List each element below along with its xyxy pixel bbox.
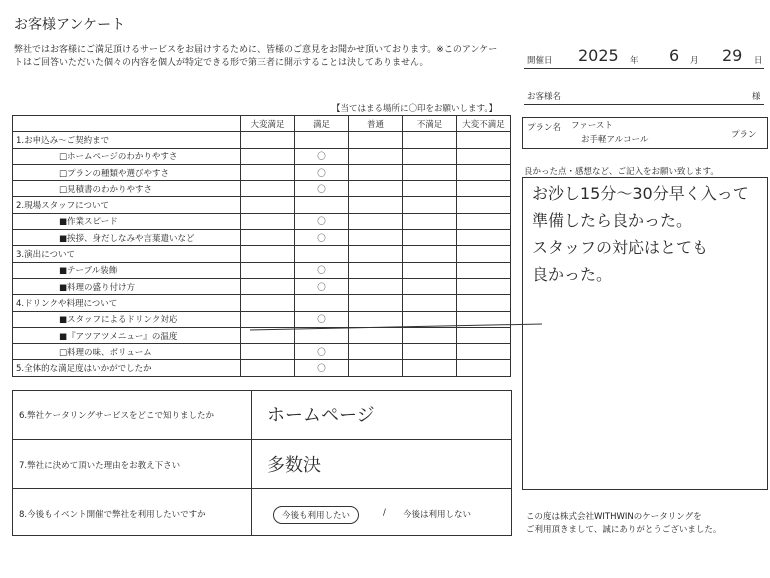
- rating-cell[interactable]: [457, 230, 511, 246]
- question-6-label: 6.弊社ケータリングサービスをどこで知りましたか: [19, 411, 214, 421]
- rating-cell[interactable]: [457, 262, 511, 278]
- circle-mark: 〇: [317, 266, 326, 277]
- row-label: □料理の味、ボリューム: [13, 344, 241, 360]
- survey-item-row: [13, 181, 511, 197]
- row-label: 1.お申込み～ご契約まで: [13, 132, 241, 148]
- rating-cell[interactable]: [295, 344, 349, 360]
- rating-cell[interactable]: [295, 262, 349, 278]
- comment-text: [532, 180, 762, 288]
- rating-cell[interactable]: [349, 197, 403, 213]
- month-unit: 月: [690, 56, 699, 66]
- rating-cell[interactable]: [241, 164, 295, 180]
- rating-cell[interactable]: [295, 148, 349, 164]
- rating-cell[interactable]: [349, 181, 403, 197]
- question-7-label: 7.弊社に決めて頂いた理由をお教え下さい: [19, 461, 181, 471]
- customer-suffix: 様: [752, 92, 761, 102]
- rating-cell[interactable]: [403, 148, 457, 164]
- survey-item-row: [13, 213, 511, 229]
- survey-item-row: [13, 148, 511, 164]
- question-8-row: [13, 488, 511, 535]
- rating-cell[interactable]: [295, 197, 349, 213]
- rating-cell[interactable]: [403, 262, 457, 278]
- plan-name-line-2: お手軽アルコール: [581, 135, 649, 145]
- event-year: 2025: [578, 46, 619, 65]
- row-label: ■料理の盛り付け方: [13, 278, 241, 294]
- rating-cell[interactable]: [241, 181, 295, 197]
- comment-line: スタッフの対応はとても: [532, 238, 709, 257]
- rating-cell[interactable]: [403, 181, 457, 197]
- rating-cell[interactable]: [457, 181, 511, 197]
- open-questions-box: [12, 390, 512, 536]
- question-8-option-2: 今後は利用しない: [403, 510, 472, 520]
- rating-cell[interactable]: [457, 213, 511, 229]
- circle-mark: 〇: [317, 152, 326, 163]
- circle-mark: 〇: [317, 282, 326, 293]
- rating-cell[interactable]: [349, 164, 403, 180]
- row-label: 5.全体的な満足度はいかがでしたか: [13, 360, 241, 376]
- circle-mark: 〇: [317, 315, 326, 326]
- comment-line: 準備したら良かった。: [532, 211, 693, 230]
- event-month: 6: [669, 46, 680, 65]
- table-header-row: [13, 116, 511, 132]
- customer-underline: [524, 104, 764, 105]
- plan-suffix: プラン: [731, 130, 757, 140]
- column-neutral: 普通: [349, 116, 403, 132]
- rating-cell[interactable]: [403, 230, 457, 246]
- rating-cell[interactable]: [457, 164, 511, 180]
- instruction-text: 【当てはまる場所に〇印をお願いします。】: [332, 104, 498, 114]
- column-unsatisfied: 不満足: [403, 116, 457, 132]
- rating-cell[interactable]: [403, 246, 457, 262]
- rating-cell[interactable]: [349, 295, 403, 311]
- footer-line-1: この度は株式会社WITHWINのケータリングを: [526, 512, 702, 522]
- circle-mark: 〇: [317, 168, 326, 179]
- rating-cell[interactable]: [241, 148, 295, 164]
- rating-cell[interactable]: [457, 295, 511, 311]
- column-very-satisfied: 大変満足: [241, 116, 295, 132]
- rating-cell[interactable]: [457, 278, 511, 294]
- comment-prompt: 良かった点・感想など、ご記入をお願い致します。: [524, 167, 719, 177]
- rating-cell[interactable]: [349, 278, 403, 294]
- row-label: □プランの種類や選びやすさ: [13, 164, 241, 180]
- survey-item-row: [13, 164, 511, 180]
- row-label: ■スタッフによるドリンク対応: [13, 311, 241, 327]
- rating-cell[interactable]: [241, 344, 295, 360]
- circle-mark: 〇: [317, 347, 326, 358]
- column-satisfied: 満足: [295, 116, 349, 132]
- rating-cell[interactable]: [403, 278, 457, 294]
- question-8-label: 8.今後もイベント開催で弊社を利用したいですか: [19, 510, 206, 520]
- rating-cell[interactable]: [295, 278, 349, 294]
- stray-pen-line: [250, 318, 550, 338]
- rating-cell[interactable]: [403, 132, 457, 148]
- column-very-unsatisfied: 大変不満足: [457, 116, 511, 132]
- event-date-label: 開催日: [527, 56, 553, 66]
- question-divider: [251, 391, 252, 535]
- date-underline: [524, 68, 764, 69]
- rating-cell[interactable]: [349, 360, 403, 376]
- rating-cell[interactable]: [349, 262, 403, 278]
- question-8-option-circled: 今後も利用したい: [273, 506, 359, 524]
- rating-cell[interactable]: [349, 148, 403, 164]
- rating-cell[interactable]: [349, 344, 403, 360]
- question-6-answer: ホームページ: [267, 405, 375, 426]
- question-8-separator: /: [383, 508, 386, 518]
- table-header-blank: [13, 116, 241, 132]
- rating-cell[interactable]: [295, 213, 349, 229]
- rating-cell[interactable]: [241, 278, 295, 294]
- rating-cell[interactable]: [457, 197, 511, 213]
- survey-section-row: [13, 132, 511, 148]
- plan-name-line-1: ファースト: [571, 121, 613, 131]
- rating-cell[interactable]: [349, 132, 403, 148]
- question-6-row: [13, 391, 511, 440]
- year-unit: 年: [630, 56, 639, 66]
- circle-mark: 〇: [317, 184, 326, 195]
- rating-cell[interactable]: [349, 213, 403, 229]
- rating-cell[interactable]: [457, 360, 511, 376]
- rating-cell[interactable]: [403, 197, 457, 213]
- event-day: 29: [722, 46, 743, 65]
- rating-cell[interactable]: [295, 246, 349, 262]
- rating-cell[interactable]: [457, 344, 511, 360]
- rating-cell[interactable]: [241, 360, 295, 376]
- rating-cell[interactable]: [241, 246, 295, 262]
- rating-cell[interactable]: [403, 295, 457, 311]
- rating-cell[interactable]: [295, 164, 349, 180]
- row-label: 4.ドリンクや料理について: [13, 295, 241, 311]
- survey-item-row: [13, 230, 511, 246]
- rating-cell[interactable]: [349, 246, 403, 262]
- survey-section-row: [13, 295, 511, 311]
- day-unit: 日: [754, 56, 763, 66]
- rating-cell[interactable]: [403, 213, 457, 229]
- comment-line: お沙し15分～30分早く入って: [532, 184, 749, 203]
- row-label: ■テーブル装飾: [13, 262, 241, 278]
- intro-text: 弊社ではお客様にご満足頂けるサービスをお届けするために、皆様のご意見をお聞かせ頂いております。※このアンケートはご回答いただいた個々の内容を個人が特定できる形で第三者に開示することは決してありません。: [14, 45, 498, 68]
- footer-line-2: ご利用頂きまして、誠にありがとうございました。: [526, 525, 722, 535]
- row-label: ■作業スピード: [13, 213, 241, 229]
- plan-label: プラン名: [527, 123, 562, 133]
- survey-item-row: [13, 278, 511, 294]
- survey-item-row: [13, 262, 511, 278]
- row-label: 2.現場スタッフについて: [13, 197, 241, 213]
- rating-cell[interactable]: [457, 132, 511, 148]
- rating-cell[interactable]: [241, 197, 295, 213]
- row-label: □見積書のわかりやすさ: [13, 181, 241, 197]
- survey-section-row: [13, 197, 511, 213]
- rating-cell[interactable]: [295, 360, 349, 376]
- rating-cell[interactable]: [295, 230, 349, 246]
- rating-cell[interactable]: [457, 148, 511, 164]
- row-label: 3.演出について: [13, 246, 241, 262]
- comment-line: 良かった。: [532, 265, 613, 284]
- circle-mark: 〇: [317, 217, 326, 228]
- row-label: ■『アツアツメニュー』の温度: [13, 327, 241, 343]
- rating-cell[interactable]: [241, 295, 295, 311]
- rating-cell[interactable]: [403, 344, 457, 360]
- row-label: ■挨拶、身だしなみや言葉遣いなど: [13, 230, 241, 246]
- rating-cell[interactable]: [295, 295, 349, 311]
- circle-mark: 〇: [317, 233, 326, 244]
- rating-cell[interactable]: [457, 246, 511, 262]
- rating-cell[interactable]: [295, 132, 349, 148]
- survey-section-row: [13, 246, 511, 262]
- row-label: □ホームページのわかりやすさ: [13, 148, 241, 164]
- rating-cell[interactable]: [349, 230, 403, 246]
- survey-title: お客様アンケート: [14, 17, 126, 33]
- rating-cell[interactable]: [295, 181, 349, 197]
- rating-cell[interactable]: [241, 132, 295, 148]
- rating-cell[interactable]: [241, 262, 295, 278]
- question-7-row: [13, 439, 511, 489]
- rating-cell[interactable]: [403, 164, 457, 180]
- customer-name-label: お客様名: [527, 92, 562, 102]
- rating-cell[interactable]: [241, 213, 295, 229]
- rating-cell[interactable]: [403, 360, 457, 376]
- rating-cell[interactable]: [241, 230, 295, 246]
- survey-item-row: [13, 344, 511, 360]
- plan-box: [522, 117, 768, 149]
- circle-mark: 〇: [317, 364, 326, 375]
- question-7-answer: 多数決: [267, 455, 321, 476]
- survey-section-row: [13, 360, 511, 376]
